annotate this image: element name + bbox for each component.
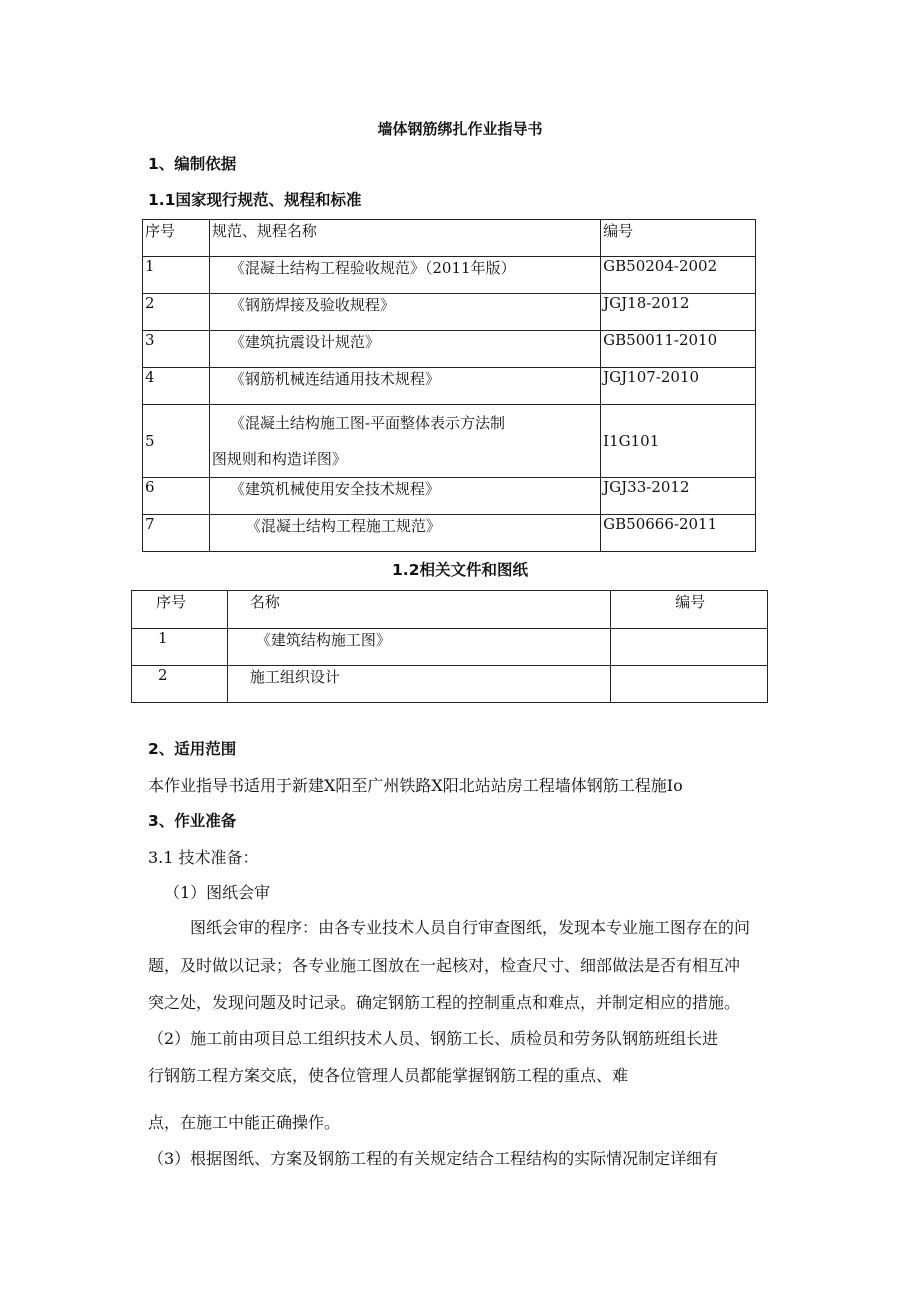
header-name: 名称 [227, 591, 610, 629]
row-name: 《钢筋机械连结通用技术规程》 [209, 368, 600, 405]
standards-table [142, 219, 756, 552]
row-code: GB50666-2011 [601, 515, 756, 552]
row-no: 5 [143, 405, 210, 478]
row-no: 1 [143, 257, 210, 294]
item-1-title: （1）图纸会审 [164, 883, 271, 902]
header-name: 规范、规程名称 [209, 220, 600, 257]
row-code: GB50204-2002 [601, 257, 756, 294]
row-no: 2 [143, 294, 210, 331]
row-name: 《建筑结构施工图》 [227, 629, 610, 666]
header-code: 编号 [611, 591, 768, 629]
section-1-1-heading: 1.1国家现行规范、规程和标准 [148, 191, 362, 209]
row-code: JGJ33-2012 [601, 478, 756, 515]
row-name: 施工组织设计 [227, 666, 610, 703]
table-row [143, 331, 756, 368]
header-code: 编号 [601, 220, 756, 257]
header-no: 序号 [132, 591, 228, 629]
section-3-1-heading: 3.1 技术准备： [148, 848, 259, 867]
table-header-row [143, 220, 756, 257]
table-row [132, 666, 768, 703]
section-3-heading: 3、作业准备 [148, 812, 237, 830]
row-no: 2 [132, 666, 228, 703]
table-row [143, 294, 756, 331]
section-2-heading: 2、适用范围 [148, 740, 237, 758]
item-1-paragraph-line: 题，及时做以记录；各专业施工图放在一起核对，检查尺寸、细部做法是否有相互冲 [148, 956, 741, 975]
row-no: 3 [143, 331, 210, 368]
row-name: 《建筑抗震设计规范》 [209, 331, 600, 368]
row-no: 7 [143, 515, 210, 552]
table-row [143, 405, 756, 478]
item-3-paragraph-line: （3）根据图纸、方案及钢筋工程的有关规定结合工程结构的实际情况制定详细有 [148, 1149, 719, 1168]
row-name: 《钢筋焊接及验收规程》 [209, 294, 600, 331]
row-no: 1 [132, 629, 228, 666]
page-title: 墙体钢筋绑扎作业指导书 [377, 120, 543, 138]
table-row [143, 478, 756, 515]
row-no: 4 [143, 368, 210, 405]
item-1-paragraph-line: 图纸会审的程序：由各专业技术人员自行审查图纸，发现本专业施工图存在的问 [190, 918, 751, 937]
row-code: JGJ107-2010 [601, 368, 756, 405]
scope-text: 本作业指导书适用于新建X阳至广州铁路X阳北站站房工程墙体钢筋工程施Io [148, 776, 683, 795]
table-row [143, 257, 756, 294]
row-name [209, 405, 600, 478]
row-code: JGJ18-2012 [601, 294, 756, 331]
item-1-paragraph-line: 突之处，发现问题及时记录。确定钢筋工程的控制重点和难点，并制定相应的措施。 [148, 993, 741, 1012]
row-code: GB50011-2010 [601, 331, 756, 368]
table-row [143, 515, 756, 552]
row-no: 6 [143, 478, 210, 515]
item-2-paragraph-line: （2）施工前由项目总工组织技术人员、钢筋工长、质检员和劳务队钢筋班组长进 [148, 1029, 719, 1048]
row-name-line1: 《混凝土结构施工图-平面整体表示方法制 [229, 414, 505, 432]
table-row [143, 368, 756, 405]
row-code [611, 629, 768, 666]
section-1-heading: 1、编制依据 [148, 155, 237, 173]
row-name: 《混凝土结构工程验收规范》（2011年版） [209, 257, 600, 294]
item-2-paragraph-line: 点，在施工中能正确操作。 [148, 1113, 341, 1132]
row-code: I1G101 [601, 405, 756, 478]
row-code [611, 666, 768, 703]
section-1-2-heading: 1.2相关文件和图纸 [392, 561, 528, 579]
row-name-line2: 图规则和构造详图》 [211, 450, 347, 468]
header-no: 序号 [143, 220, 210, 257]
item-2-paragraph-line: 行钢筋工程方案交底，使各位管理人员都能掌握钢筋工程的重点、难 [148, 1066, 629, 1085]
row-name: 《建筑机械使用安全技术规程》 [209, 478, 600, 515]
row-name: 《混凝土结构工程施工规范》 [209, 515, 600, 552]
table-header-row [132, 591, 768, 629]
table-row [132, 629, 768, 666]
documents-table [131, 590, 768, 703]
